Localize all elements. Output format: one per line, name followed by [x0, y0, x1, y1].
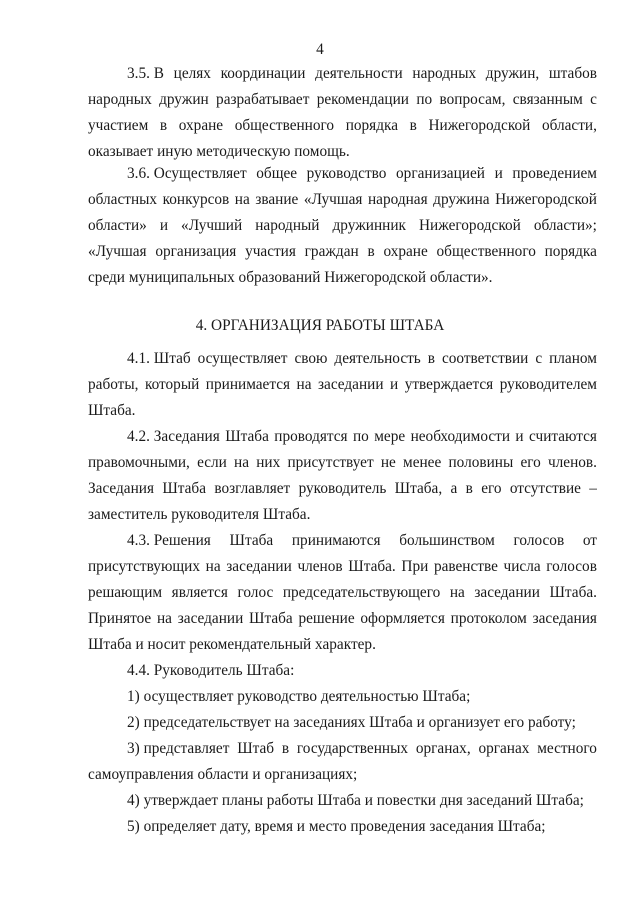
word: охране — [178, 117, 224, 134]
word: голосов — [513, 532, 565, 549]
word: общественного — [234, 117, 335, 134]
word: целях — [173, 65, 211, 82]
word: вопросам, — [439, 91, 506, 108]
word: разрабатывает — [216, 91, 310, 108]
paragraph-4-2-line-4: заместитель руководителя Штаба. — [88, 506, 311, 523]
word: присутствующих — [88, 558, 200, 575]
word: свою — [294, 350, 328, 367]
word: отсутствие — [509, 480, 581, 497]
word: «Лучшая — [303, 191, 363, 208]
word: заседании — [226, 558, 292, 575]
word: народных — [88, 91, 152, 108]
word: 3.6. Осуществляет — [127, 165, 247, 182]
word: заседании — [177, 610, 244, 627]
word: мере — [374, 428, 406, 445]
page-number: 4 — [316, 41, 324, 58]
paragraph-4-2-line-3 — [88, 479, 597, 499]
word: проводятся — [274, 428, 348, 445]
word: штабов — [548, 65, 597, 82]
word: по — [353, 428, 369, 445]
word: на — [234, 454, 250, 471]
word: области, — [541, 117, 597, 134]
word: народная — [367, 191, 428, 208]
paragraph-4-1-line-1 — [127, 349, 597, 369]
word: Штаба — [225, 428, 269, 445]
word: Принятое — [88, 610, 152, 627]
list-item-5: 5) определяет дату, время и место проведения заседания Штаба; — [127, 818, 546, 835]
word: является — [171, 584, 228, 601]
word: граждан — [304, 243, 359, 260]
word: а — [450, 480, 458, 497]
word: участия — [245, 243, 296, 260]
word: звание — [255, 191, 299, 208]
word: охране — [383, 243, 428, 260]
word: 4.3. Решения — [127, 532, 211, 549]
word: планом — [549, 350, 597, 367]
word: заседания — [532, 610, 597, 627]
word: не — [380, 454, 396, 471]
word: порядка — [544, 243, 597, 260]
paragraph-3-5-line-4: оказывает иную методическую помощь. — [88, 143, 350, 160]
word: в — [281, 740, 290, 757]
word: от — [582, 532, 597, 549]
word: решающим — [88, 584, 163, 601]
paragraph-3-6-line-3 — [88, 216, 597, 236]
word: оформляется — [360, 610, 445, 627]
word: присутствует — [287, 454, 374, 471]
paragraph-4-1-line-2 — [88, 375, 597, 395]
word: правомочными, — [88, 454, 190, 471]
word: голос — [237, 584, 274, 601]
list-item-4: 4) утверждает планы работы Штаба и повестки дня заседаний Штаба; — [127, 792, 584, 809]
word: осуществляет — [197, 350, 288, 367]
paragraph-3-5-line-3 — [88, 116, 597, 136]
word: Штаба. — [549, 584, 597, 601]
word: на — [296, 376, 312, 393]
section-heading: 4. ОРГАНИЗАЦИЯ РАБОТЫ ШТАБА — [195, 317, 445, 334]
word: членов — [297, 558, 343, 575]
word: государственных — [296, 740, 409, 757]
word: в — [409, 117, 417, 134]
word: проведением — [512, 165, 597, 182]
word: конкурсов — [162, 191, 230, 208]
word: 3) представляет — [127, 740, 230, 757]
paragraph-3-5-line-2 — [88, 90, 597, 110]
word: на — [449, 584, 465, 601]
word: Нижегородской — [418, 217, 521, 234]
paragraph-4-3-line-4 — [88, 609, 597, 629]
list-item-1: 1) осуществляет руководство деятельностью Штаба; — [127, 688, 471, 705]
word: на — [234, 191, 250, 208]
word: деятельность — [334, 350, 421, 367]
word: большинством — [399, 532, 495, 549]
paragraph-4-3-line-1 — [127, 531, 597, 551]
word: рекомендации — [316, 91, 409, 108]
word: считаются — [529, 428, 597, 445]
word: необходимости — [410, 428, 511, 445]
list-item-3-line-2: самоуправления области и организациях; — [88, 766, 358, 783]
word: в — [159, 117, 168, 134]
word: утверждается — [404, 376, 494, 393]
word: в — [465, 480, 473, 497]
word: заседании — [318, 376, 384, 393]
word: области»; — [533, 217, 597, 234]
word: членов. — [547, 454, 597, 471]
word: Штаба, — [394, 480, 443, 497]
word: равенстве — [433, 558, 498, 575]
word: дружин, — [485, 65, 540, 82]
word: который — [144, 376, 200, 393]
word: решение — [298, 610, 355, 627]
word: по — [416, 91, 433, 108]
word: них — [256, 454, 281, 471]
paragraph-3-5-line-1 — [127, 64, 597, 84]
paragraph-4-2-line-2 — [88, 453, 597, 473]
word: органах, — [415, 740, 471, 757]
word: и — [494, 165, 503, 182]
word: 4.2. Заседания — [127, 428, 220, 445]
word: органах — [478, 740, 530, 757]
word: руководитель — [298, 480, 387, 497]
word: заседании — [474, 584, 540, 601]
word: принимаются — [291, 532, 381, 549]
word: дружина — [433, 191, 490, 208]
paragraph-4-4-intro: 4.4. Руководитель Штаба: — [127, 662, 295, 679]
word: Штаб — [237, 740, 275, 757]
word: половины — [448, 454, 514, 471]
word: Штаба. — [348, 558, 396, 575]
word: Штаба — [249, 610, 293, 627]
word: деятельности — [315, 65, 403, 82]
word: При — [401, 558, 429, 575]
word: голосов — [546, 558, 597, 575]
list-item-2: 2) председательствует на заседаниях Штаба и организует его работу; — [127, 714, 576, 731]
paragraph-3-6-line-2 — [88, 190, 597, 210]
word: его — [520, 454, 541, 471]
word: народный — [255, 217, 320, 234]
word: дружин — [159, 91, 209, 108]
paragraph-4-3-line-3 — [88, 583, 597, 603]
word: в — [367, 243, 375, 260]
word: организацией — [396, 165, 485, 182]
word: в — [427, 350, 435, 367]
word: с — [535, 350, 543, 367]
word: и — [515, 428, 524, 445]
word: координации — [220, 65, 306, 82]
word: общественного — [436, 243, 536, 260]
word: Заседания — [88, 480, 154, 497]
word: руководителем — [499, 376, 597, 393]
word: местного — [537, 740, 597, 757]
word: с — [590, 91, 597, 108]
word: областных — [88, 191, 158, 208]
word: и — [159, 217, 169, 234]
word: и — [390, 376, 399, 393]
paragraph-4-2-line-1 — [127, 427, 597, 447]
word: принимается — [205, 376, 291, 393]
paragraph-3-6-line-5: среди муниципальных образований Нижегородской области». — [88, 269, 493, 286]
word: протоколом — [450, 610, 527, 627]
word: Нижегородской — [428, 117, 531, 134]
word: работы, — [88, 376, 139, 393]
word: – — [589, 480, 597, 497]
word: руководство — [306, 165, 387, 182]
word: Нижегородской — [495, 191, 597, 208]
word: области» — [88, 217, 147, 234]
word: организация — [155, 243, 237, 260]
paragraph-4-3-line-5: Штаба и носит рекомендательный характер. — [88, 636, 376, 653]
word: «Лучший — [181, 217, 243, 234]
word: возглавляет — [214, 480, 291, 497]
word: Штаба — [162, 480, 206, 497]
word: на — [156, 610, 172, 627]
word: участием — [88, 117, 149, 134]
word: если — [197, 454, 227, 471]
word: числа — [503, 558, 541, 575]
word: Штаба — [229, 532, 274, 549]
word: связанным — [512, 91, 583, 108]
word: менее — [403, 454, 442, 471]
word: порядка — [345, 117, 398, 134]
word: 4.1. Штаб — [127, 350, 191, 367]
word: общее — [256, 165, 298, 182]
word: дружинник — [332, 217, 406, 234]
paragraph-3-6-line-4 — [88, 242, 597, 262]
word: народных — [412, 65, 477, 82]
paragraph-3-6-line-1 — [127, 164, 597, 184]
paragraph-4-1-line-3: Штаба. — [88, 402, 136, 419]
paragraph-4-3-line-2 — [88, 557, 597, 577]
word: «Лучшая — [88, 243, 147, 260]
word: председательствующего — [282, 584, 441, 601]
word: соответствии — [441, 350, 529, 367]
list-item-3-line-1 — [127, 739, 597, 759]
word: его — [481, 480, 502, 497]
word: 3.5. В — [127, 65, 164, 82]
word: на — [205, 558, 221, 575]
